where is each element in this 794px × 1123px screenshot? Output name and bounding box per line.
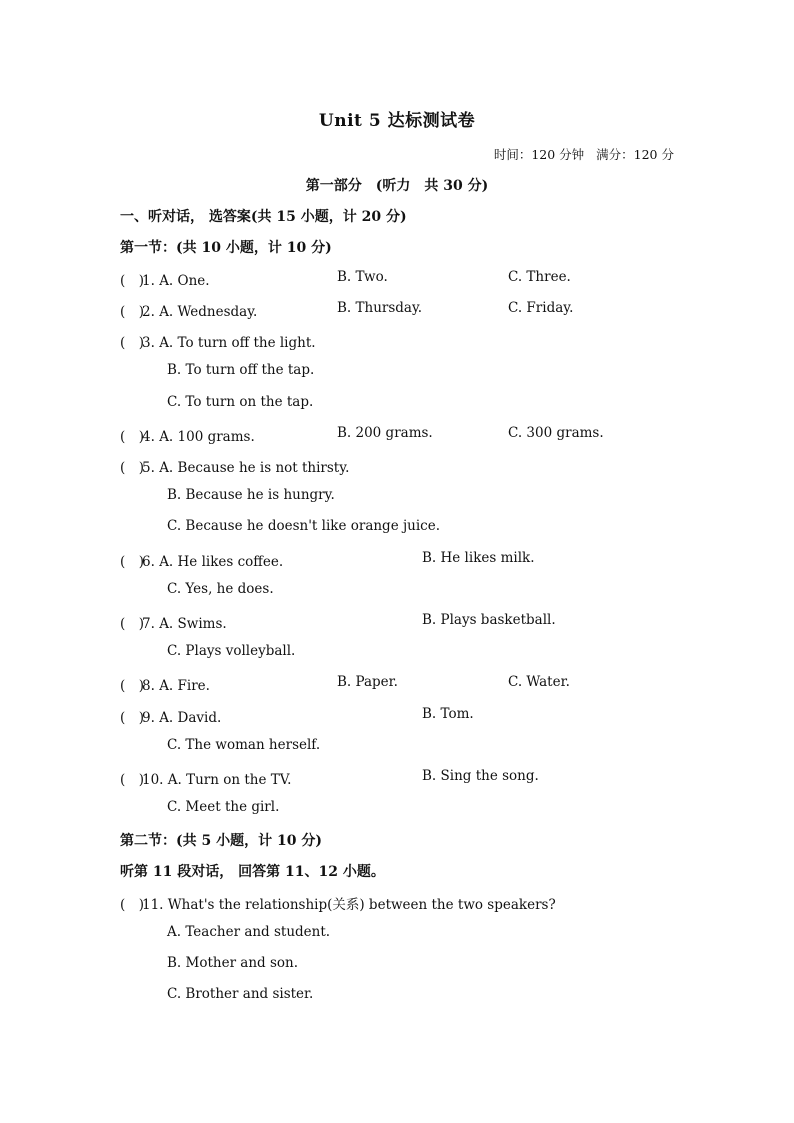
question-number: 5. <box>142 460 155 476</box>
question-2 <box>120 300 257 320</box>
question-6 <box>120 550 283 570</box>
subsection-heading-1: 第一节：(共 10 小题，计 10 分) <box>120 240 332 256</box>
question-11 <box>120 893 556 913</box>
option-a: A. One. <box>159 273 210 289</box>
option-a: A. Swims. <box>159 616 227 632</box>
question-number: 3. <box>142 335 155 351</box>
option-a: A. Wednesday. <box>159 304 258 320</box>
full-score: 满分：120 分 <box>596 147 674 162</box>
option-a: A. Turn on the TV. <box>167 772 292 788</box>
option-b: B. 200 grams. <box>337 425 433 441</box>
subsection-heading-2: 第二节：(共 5 小题，计 10 分) <box>120 833 322 849</box>
option-c: C. To turn on the tap. <box>167 394 314 410</box>
option-c: C. Water. <box>508 674 570 690</box>
exam-meta <box>494 145 674 163</box>
question-text: What's the relationship(关系) between the two speakers? <box>167 897 556 913</box>
question-number: 8. <box>142 678 155 694</box>
answer-blank[interactable]: ( ) <box>120 273 145 289</box>
answer-blank[interactable]: ( ) <box>120 710 145 726</box>
option-b: B. Two. <box>337 269 388 285</box>
option-a: A. Teacher and student. <box>167 924 331 940</box>
option-b: B. Plays basketball. <box>422 612 556 628</box>
option-c: C. Meet the girl. <box>167 799 280 815</box>
time-limit: 时间：120 分钟 <box>493 147 585 162</box>
section-heading: 一、听对话， 选答案(共 15 小题，计 20 分) <box>120 209 407 225</box>
dialog-instruction: 听第 11 段对话， 回答第 11、12 小题。 <box>120 864 385 880</box>
question-number: 11. <box>142 897 164 913</box>
option-c: C. Friday. <box>508 300 574 316</box>
answer-blank[interactable]: ( ) <box>120 616 145 632</box>
question-4 <box>120 425 255 445</box>
question-number: 2. <box>142 304 155 320</box>
option-c: C. Brother and sister. <box>167 986 314 1002</box>
question-5 <box>120 456 349 476</box>
question-number: 10. <box>142 772 164 788</box>
page-title: Unit 5 达标测试卷 <box>318 111 476 131</box>
option-b: B. Mother and son. <box>167 955 299 971</box>
option-a: A. He likes coffee. <box>159 554 284 570</box>
option-c: C. Three. <box>508 269 571 285</box>
answer-blank[interactable]: ( ) <box>120 772 145 788</box>
question-9 <box>120 706 221 726</box>
answer-blank[interactable]: ( ) <box>120 554 145 570</box>
question-number: 4. <box>142 429 155 445</box>
question-8 <box>120 674 210 694</box>
option-b: B. Tom. <box>422 706 474 722</box>
option-c: C. Plays volleyball. <box>167 643 296 659</box>
answer-blank[interactable]: ( ) <box>120 304 145 320</box>
option-b: B. Because he is hungry. <box>167 487 335 503</box>
answer-blank[interactable]: ( ) <box>120 897 145 913</box>
question-1 <box>120 269 210 289</box>
option-b: B. Paper. <box>337 674 398 690</box>
question-number: 9. <box>142 710 155 726</box>
option-b: B. To turn off the tap. <box>167 362 315 378</box>
question-3 <box>120 331 316 351</box>
option-a: A. Fire. <box>159 678 210 694</box>
option-b: B. He likes milk. <box>422 550 535 566</box>
question-number: 6. <box>142 554 155 570</box>
question-number: 1. <box>142 273 155 289</box>
option-a: A. 100 grams. <box>159 429 255 445</box>
question-10 <box>120 768 291 788</box>
option-b: B. Sing the song. <box>422 768 539 784</box>
option-a: A. David. <box>159 710 222 726</box>
answer-blank[interactable]: ( ) <box>120 335 145 351</box>
option-c: C. Yes, he does. <box>167 581 274 597</box>
option-c: C. The woman herself. <box>167 737 321 753</box>
option-c: C. Because he doesn't like orange juice. <box>167 518 441 534</box>
option-a: A. To turn off the light. <box>159 335 316 351</box>
question-number: 7. <box>142 616 155 632</box>
option-b: B. Thursday. <box>337 300 423 316</box>
answer-blank[interactable]: ( ) <box>120 678 145 694</box>
option-a: A. Because he is not thirsty. <box>159 460 350 476</box>
answer-blank[interactable]: ( ) <box>120 460 145 476</box>
question-7 <box>120 612 227 632</box>
answer-blank[interactable]: ( ) <box>120 429 145 445</box>
option-c: C. 300 grams. <box>508 425 604 441</box>
part-heading: 第一部分 (听力 共 30 分) <box>305 178 489 194</box>
